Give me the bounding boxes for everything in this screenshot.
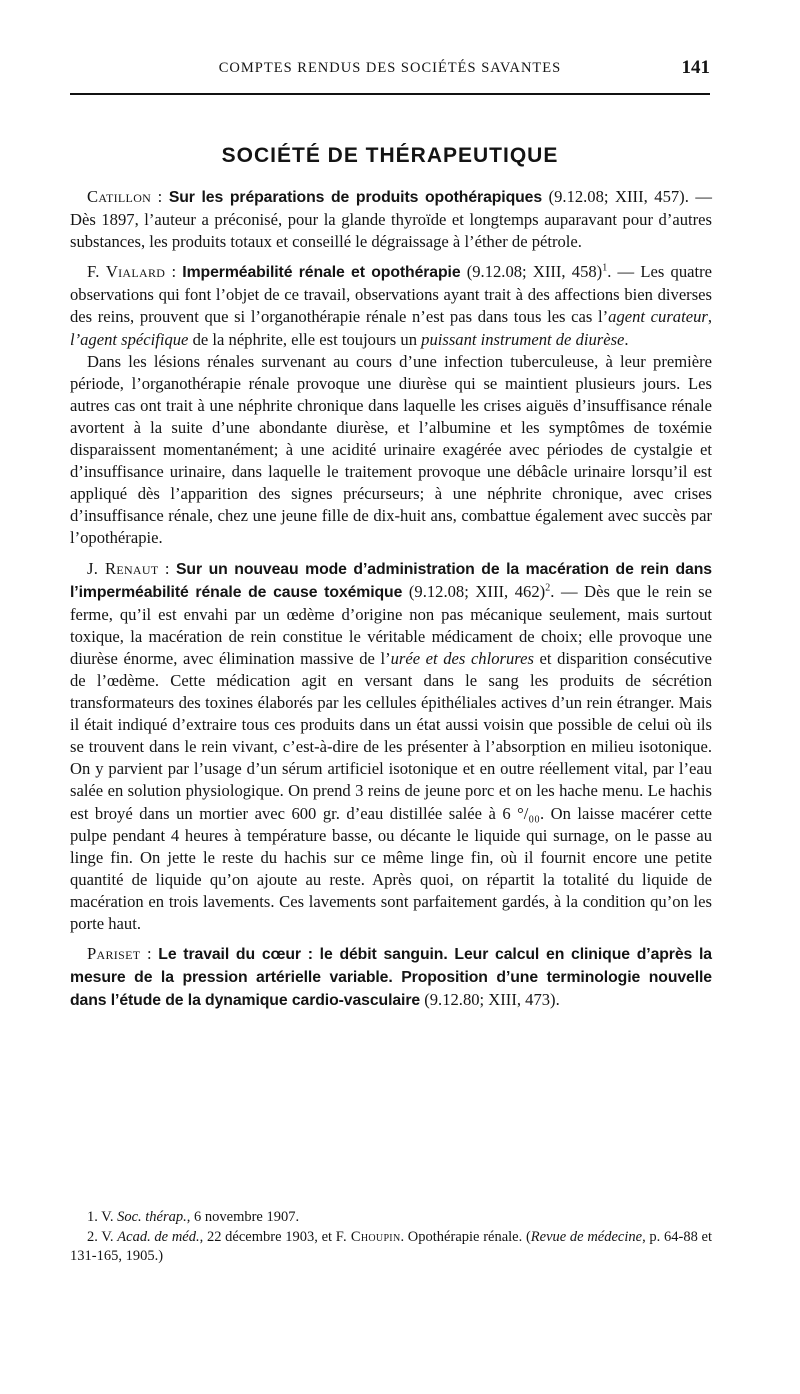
entry-catillon — [70, 186, 712, 253]
entry-emphasis: l’agent spécifique — [70, 329, 189, 349]
entry-emphasis: puissant instrument de diurèse — [421, 329, 625, 349]
entry-separator: : — [140, 944, 159, 964]
entry-body: de la néphrite, elle est toujours un — [188, 329, 422, 349]
entry-title: Imperméabilité rénale et opothérapie — [182, 264, 461, 282]
footnote-text: , 22 décembre 1903, et — [199, 1229, 336, 1245]
entry-author: Pariset — [87, 944, 141, 964]
entry-body: . — Les quatre observations qui font l’objet de ce travail, observations ayant trait à des affections bien diverses des reins, prouvent que si l’organothérapie rénale n’est pas dans tous les cas l’ — [70, 262, 712, 327]
entry-body: , — [707, 307, 712, 327]
footnote-text: 1. V. — [87, 1209, 118, 1225]
footnote-author: F. Choupin — [335, 1229, 401, 1245]
entry-title: Le travail du cœur : le débit sanguin. Leur calcul en clinique d’après la mesure de la pression artérielle variable. Proposition d’une terminologie nouvelle dans l’étude de la dynamique cardio-vasculaire — [70, 946, 712, 1010]
entry-vialard-paragraph-2: Dans les lésions rénales survenant au cours d’une infection tuberculeuse, à leur première période, l’organothérapie rénale provoque une diurèse qui se maintient plusieurs jours. Les autres cas ont trait à une néphrite chronique dans laquelle les crises aiguës d’insuffisance rénale avortent à la suite d’une abondante diurèse, et l’albumine et les symptômes de toxémie disparaissent momentanément; à une acidité urinaire exagérée avec périodes de cystalgie et d’insuffisance urinaire, dans laquelle le traitement provoque une débâcle urinaire lorsqu’il est appliqué dès l’apparition des signes précurseurs; à une néphrite chronique, avec crises d’insuffisance rénale, chez une jeune fille de dix-huit ans, combattue également avec succès par l’opothérapie. — [70, 351, 712, 548]
entry-vialard — [70, 261, 712, 350]
footnote-text: 2. V. — [87, 1229, 118, 1245]
header-rule — [70, 93, 710, 95]
entry-renaut — [70, 558, 712, 936]
footnote-marker: 1 — [602, 262, 608, 274]
footnote-emphasis: Revue de médecine — [530, 1229, 643, 1245]
running-head — [70, 58, 710, 86]
entry-separator: : — [151, 187, 169, 206]
entry-reference: (9.12.08; XIII, 462) — [402, 581, 546, 601]
running-title: COMPTES RENDUS DES SOCIÉTÉS SAVANTES — [218, 60, 562, 76]
entry-separator: : — [165, 262, 183, 282]
section-title: SOCIÉTÉ DE THÉRAPEUTIQUE — [221, 144, 559, 167]
entry-body: . — Dès que le rein se ferme, qu’il est envahi par un œdème d’origine non pas mécanique seulement, mais surtout toxique, la macération de rein constitue le véritable médicament de choix; elle provoque une diurèse énorme, avec élimination massive de l’ — [70, 581, 712, 668]
footnote-emphasis: Acad. de méd. — [117, 1229, 200, 1245]
entry-body: . — [624, 329, 629, 349]
footnote-text: , 6 novembre 1907. — [186, 1209, 300, 1225]
footnote-text: , p. 64-88 et 131-165, 1905.) — [70, 1229, 713, 1264]
entry-author: Catillon — [87, 187, 152, 206]
footnotes — [70, 1208, 712, 1267]
entry-emphasis: agent curateur — [608, 307, 708, 327]
page-number: 141 — [681, 57, 710, 78]
entry-reference: (9.12.08; XIII, 457). — [542, 187, 689, 206]
entry-pariset — [70, 943, 712, 1012]
footnote-1 — [70, 1208, 712, 1227]
entry-separator: : — [158, 558, 176, 578]
entry-title: Sur un nouveau mode d’administration de la macération de rein dans l’imperméabilité rénale de cause toxémique — [70, 560, 712, 601]
entry-author: J. Renaut — [87, 558, 159, 578]
entry-author: F. Vialard — [87, 262, 166, 282]
entry-title: Sur les préparations de produits opothérapiques — [168, 189, 543, 206]
footnote-marker: 2 — [545, 582, 551, 594]
footnote-2 — [70, 1228, 712, 1266]
footnote-emphasis: Soc. thérap. — [117, 1209, 187, 1225]
entry-reference: (9.12.80; XIII, 473). — [420, 990, 560, 1010]
body-text — [70, 186, 712, 1020]
entry-reference: (9.12.08; XIII, 458) — [460, 262, 603, 282]
entry-body: et disparition consécutive de l’œdème. Cette médication agit en versant dans le sang les produits de sécrétion transformateurs des toxines élaborés par les cellules épithéliales actives d’un rein étranger. Mais il était indiqué d’extraire tous ces produits dans un état aussi voisin que possible de celui où ils se trouvent dans le rein vivant, c’est-à-dire de les présenter à l’absorption en milieu isotonique. On y parvient par l’usage d’un sérum artificiel isotonique et en outre réellement vital, par l’eau salée en solution physiologique. On prend 3 reins de jeune porc et on les hache menu. Le hachis est broyé dans un mortier avec 600 gr. d’eau distillée salée à 6 °/₀₀. On laisse macérer cette pulpe pendant 4 heures à température basse, ou décante le liquide qui surnage, on le passe au linge fin. On jette le reste du hachis sur ce même linge fin, où il fournit encore une petite quantité de liquide qu’on ajoute au reste. Après quoi, on répartit la totalité du liquide de macération en trois lavements. Ces lavements sont parfaitement gardés, à la condition qu’on les porte haut. — [70, 648, 712, 933]
footnote-text: . Opothérapie rénale. ( — [400, 1229, 531, 1245]
entry-body: — Dès 1897, l’auteur a préconisé, pour la glande thyroïde et longtemps auparavant pour d’autres substances, les produits totaux et conseillé le dégraissage à l’éther de pétrole. — [70, 187, 712, 252]
entry-emphasis: urée et des chlorures — [390, 648, 534, 668]
